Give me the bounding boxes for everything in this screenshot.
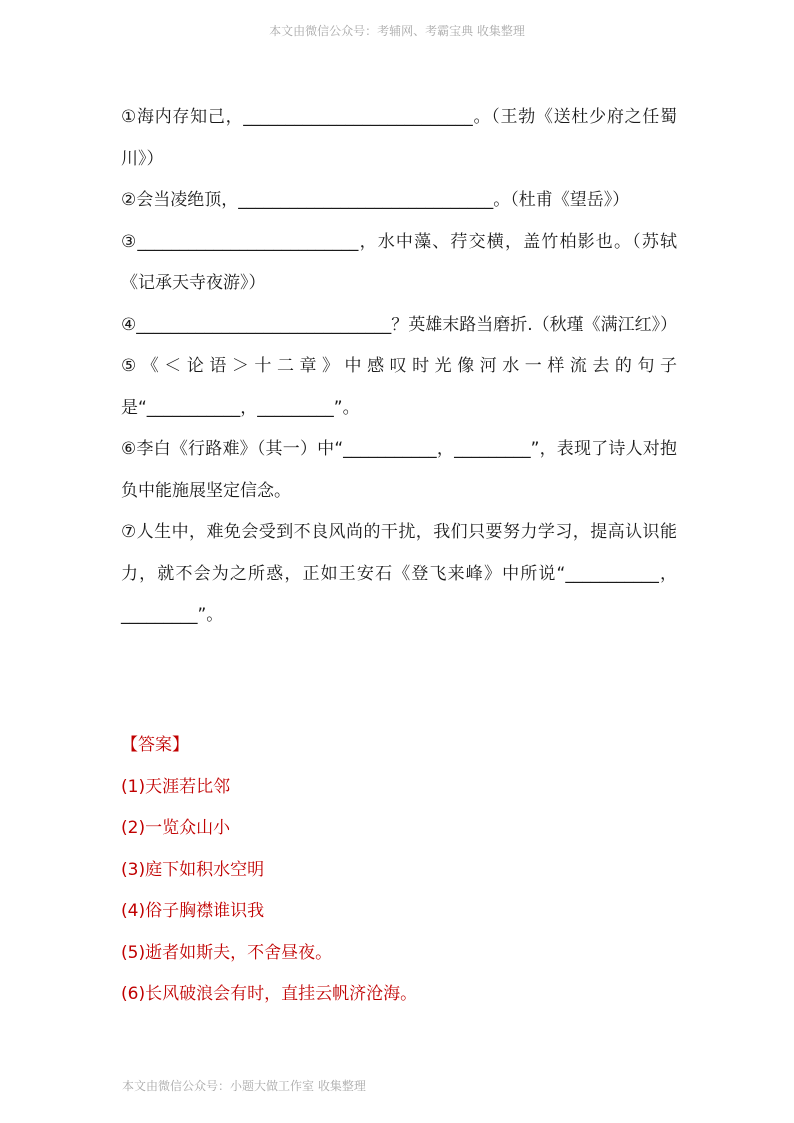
question-2: ②会当凌绝顶，______________________________。（杜甫《望岳》）	[121, 190, 630, 210]
answer-heading: 【答案】	[121, 735, 189, 755]
answer-5: (5)逝者如斯夫，不舍昼夜。	[121, 942, 333, 963]
answer-1: (1)天涯若比邻	[121, 776, 231, 797]
question-6: ⑥李白《行路难》（其一）中“___________，_________”，表现了诗人对抱负中能施展坚定信念。	[121, 439, 677, 501]
question-5: ⑤《＜论语＞十二章》中感叹时光像河水一样流去的句子是“___________，_________”。	[121, 356, 677, 418]
page-header-watermark: 本文由微信公众号：考辅网、考霸宝典 收集整理	[269, 24, 525, 38]
page-footer-watermark: 本文由微信公众号：小题大做工作室 收集整理	[122, 1079, 366, 1093]
question-list	[121, 97, 677, 637]
answer-6: (6)长风破浪会有时，直挂云帆济沧海。	[121, 984, 418, 1004]
answer-section	[121, 725, 677, 1016]
question-7: ⑦人生中，难免会受到不良风尚的干扰，我们只要努力学习，提高认识能力，就不会为之所惑，正如王安石《登飞来峰》中所说“___________，_________”。	[121, 522, 677, 625]
answer-2: (2)一览众山小	[121, 818, 231, 838]
answer-3: (3)庭下如积水空明	[121, 859, 265, 880]
question-1: ①海内存知己，___________________________。（王勃《送杜少府之任蜀川》）	[121, 107, 677, 169]
question-3: ③__________________________，水中藻、荇交横，盖竹柏影也。（苏轼《记承天寺夜游》）	[121, 231, 677, 293]
answer-4: (4)俗子胸襟谁识我	[121, 901, 265, 921]
question-4: ④______________________________？英雄末路当磨折.（秋瑾《满江红》）	[121, 314, 678, 335]
